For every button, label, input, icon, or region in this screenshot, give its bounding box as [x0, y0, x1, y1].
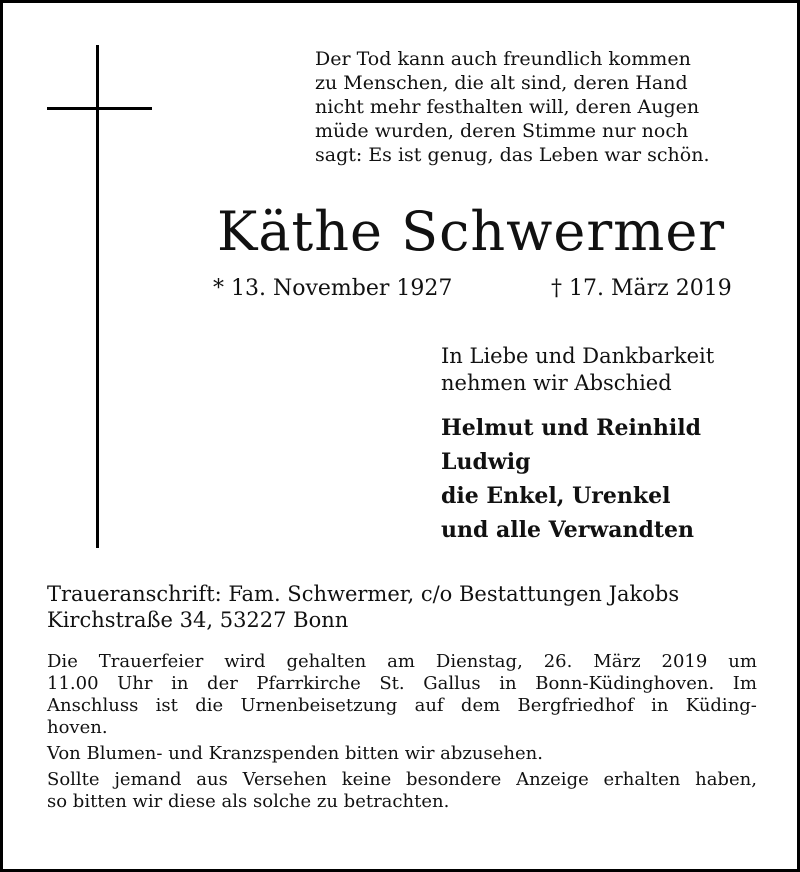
farewell-line: nehmen wir Abschied	[441, 371, 672, 395]
word: Dienstag,	[435, 651, 523, 672]
mourner-line: und alle Verwandten	[441, 517, 695, 543]
word: die	[195, 695, 224, 716]
word: gehalten	[286, 651, 367, 672]
word: Sollte	[47, 769, 100, 790]
word: auf	[414, 695, 444, 716]
address-line: Traueranschrift: Fam. Schwermer, c/o Bestattungen Jakobs	[47, 582, 680, 606]
word: Im	[732, 673, 757, 694]
ceremony-paragraph	[47, 651, 757, 739]
word: Urnenbeisetzung	[240, 695, 398, 716]
farewell-text	[441, 343, 714, 397]
mourner-line: Helmut und Reinhild	[441, 415, 701, 441]
deceased-name: Käthe Schwermer	[217, 200, 726, 263]
word: aus	[196, 769, 228, 790]
word: Versehen	[242, 769, 327, 790]
word: Pfarrkirche	[256, 673, 361, 694]
word: Die	[47, 651, 78, 672]
word: um	[728, 651, 757, 672]
word: am	[387, 651, 415, 672]
word: März	[593, 651, 641, 672]
word: in	[651, 695, 669, 716]
word: St.	[379, 673, 405, 694]
word: in	[499, 673, 517, 694]
birth-date: * 13. November 1927	[213, 276, 453, 301]
ceremony-details	[47, 651, 757, 817]
death-date: † 17. März 2019	[551, 276, 732, 301]
ceremony-line	[47, 695, 757, 717]
poem-line: müde wurden, deren Stimme nur noch	[315, 120, 689, 142]
word: 2019	[661, 651, 708, 672]
mourner-line: die Enkel, Urenkel	[441, 483, 671, 509]
mourning-address	[47, 581, 679, 633]
word: Gallus	[423, 673, 481, 694]
poem-line: nicht mehr festhalten will, deren Augen	[315, 96, 700, 118]
mourners-list	[441, 411, 701, 547]
ceremony-line	[47, 673, 757, 695]
flowers-note: Von Blumen- und Kranzspenden bitten wir abzusehen.	[47, 743, 543, 764]
ceremony-line	[47, 651, 757, 673]
word: der	[207, 673, 238, 694]
word: Trauerfeier	[98, 651, 204, 672]
word: Bonn-Küdinghoven.	[535, 673, 715, 694]
poem-line: sagt: Es ist genug, das Leben war schön.	[315, 144, 710, 166]
word: Uhr	[117, 673, 153, 694]
word: jemand	[114, 769, 182, 790]
memorial-poem	[315, 47, 775, 167]
word: 26.	[543, 651, 573, 672]
word: dem	[460, 695, 501, 716]
word: haben,	[695, 769, 757, 790]
word: keine	[341, 769, 392, 790]
word: 11.00	[47, 673, 99, 694]
word: Bergfriedhof	[517, 695, 634, 716]
poem-line: zu Menschen, die alt sind, deren Hand	[315, 72, 688, 94]
address-line: Kirchstraße 34, 53227 Bonn	[47, 608, 349, 632]
cross-icon-vertical-bar	[96, 45, 99, 548]
word: Küding-	[685, 695, 757, 716]
word: besondere	[406, 769, 502, 790]
mourner-line: Ludwig	[441, 449, 531, 475]
word: Anzeige	[516, 769, 589, 790]
word: erhalten	[603, 769, 681, 790]
apology-line: so bitten wir diese als solche zu betrachten.	[47, 791, 450, 812]
word: in	[171, 673, 189, 694]
word: wird	[224, 651, 266, 672]
apology-line	[47, 769, 757, 791]
word: Anschluss	[47, 695, 139, 716]
apology-note	[47, 769, 757, 813]
farewell-line: In Liebe und Dankbarkeit	[441, 344, 715, 368]
ceremony-line: hoven.	[47, 717, 108, 738]
word: ist	[155, 695, 178, 716]
cross-icon-horizontal-bar	[47, 107, 152, 110]
poem-line: Der Tod kann auch freundlich kommen	[315, 48, 691, 70]
